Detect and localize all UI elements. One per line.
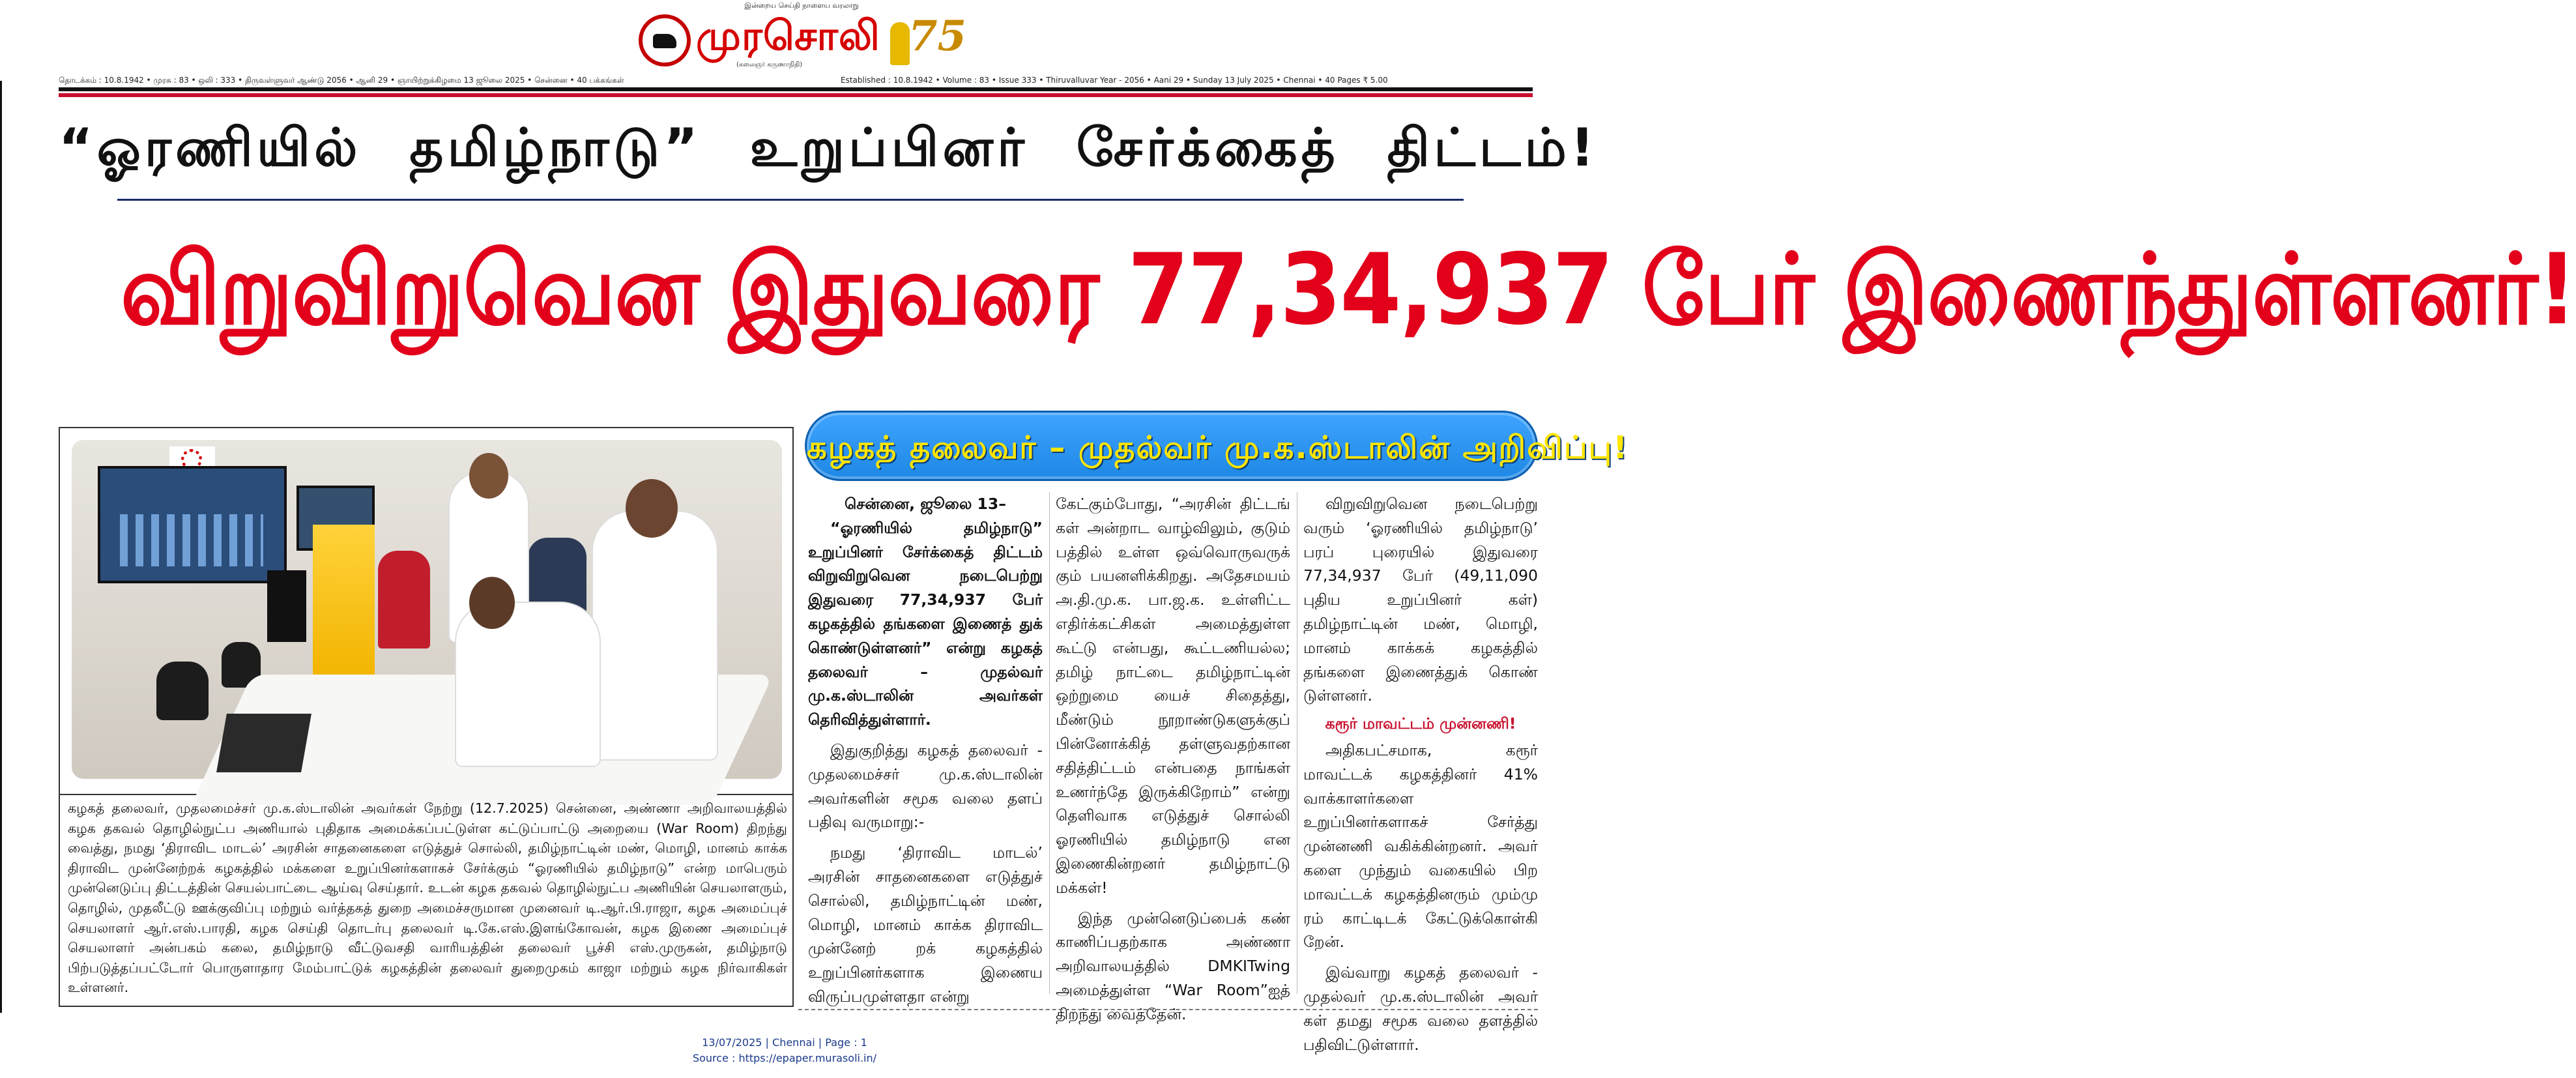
- article-column-1: [808, 492, 1043, 1013]
- emblem-icon: [639, 14, 691, 66]
- subhead-banner: [805, 411, 1629, 481]
- portrait-icon: [890, 22, 910, 65]
- article-paragraph: அதிகபட்சமாக, கரூர் மாவட்டக் கழகத்தினர் 41% வாக்காளர்களை உறுப்பினர்களாகச் சேர்த்து முன்னணி வகிக்கின்றனர். அவர் களை முந்தும் வகையில் பிற மாவட்டக் கழகத்தினரும் மும்மு ரம் காட்டிடக் கேட்டுக்கொள்கி றேன்.: [1303, 740, 1538, 952]
- kicker-headline: “ஓரணியில் தமிழ்நாடு” உறுப்பினர் சேர்க்கைத் திட்டம்!: [59, 117, 1599, 178]
- dashboard-screen: [98, 466, 287, 583]
- article-column-3: [1303, 492, 1538, 1054]
- person-head: [469, 453, 508, 499]
- jubilee-number: 75: [908, 12, 967, 61]
- article-lead: “ஓரணியில் தமிழ்நாடு” உறுப்பினர் சேர்க்கைத் திட்டம் விறுவிறுவென நடைபெற்று இதுவரை 77,34,937 பேர் கழகத்தில் தங்களை இணைத் துக் கொண்டுள்ளனர்” என்று கழகத் தலைவர் – முதல்வர் மு.க.ஸ்டாலின் அவர்கள் தெரிவித்துள்ளார்.: [808, 518, 1043, 729]
- article-paragraph: இதுகுறித்து கழகத் தலைவர் - முதலமைச்சர் மு.க.ஸ்டாலின் அவர்களின் சமூக வலை தளப் பதிவு வருமாறு:-: [808, 740, 1043, 832]
- subhead-text: கழகத் தலைவர் – முதல்வர் மு.க.ஸ்டாலின் அறிவிப்பு!: [807, 430, 1629, 466]
- newspaper-logo[interactable]: [639, 9, 967, 74]
- dashed-rule: [798, 1009, 1538, 1010]
- masthead-tagline: இன்றைய செய்தி நாளைய வரலாறு: [744, 1, 859, 10]
- page-footer: [0, 1035, 1569, 1066]
- wall-tv: [267, 570, 306, 642]
- section-subhead: கரூர் மாவட்டம் முன்னணி!: [1325, 714, 1516, 733]
- war-room-photo[interactable]: [72, 440, 782, 779]
- article-column-2: [1056, 492, 1290, 1023]
- dateline: சென்னை, ஜூலை 13–: [844, 495, 1006, 513]
- article-paragraph: விறுவிறுவென நடைபெற்று வரும் ‘ஓரணியில் தமிழ்நாடு’ பரப் புரையில் இதுவரை 77,34,937 பேர் (49,11,090 புதிய உறுப்பினர் கள்) தமிழ்நாட்டின் மண், மொழி, மானம் காக்கக் கழகத்தில் தங்களை இணைத்துக் கொண் டுள்ளனர்.: [1303, 495, 1538, 705]
- photo-caption: கழகத் தலைவர், முதலமைச்சர் மு.க.ஸ்டாலின் அவர்கள் நேற்று (12.7.2025) சென்னை, அண்ணா அறிவாலயத்தில் கழக தகவல் தொழில்நுட்ப அணியால் புதிதாக அமைக்கப்பட்டுள்ள கட்டுப்பாட்டு அறையை (War Room) திறந்து வைத்து, நமது ‘திராவிட மாடல்’ அரசின் சாதனைகளை எடுத்துச் சொல்லி, தமிழ்நாட்டின் மண், மொழி, மானம் காக்க திராவிட முன்னேற்றக் கழகத்தில் மக்களை உறுப்பினர்களாகச் சேர்க்கும் “ஓரணியில் தமிழ்நாடு” என்ற மாபெரும் முன்னெடுப்பு திட்டத்தின் செயல்பாட்டை ஆய்வு செய்தார். உடன் கழக தகவல் தொழில்நுட்ப அணியின் செயலாளரும், தொழில், முதலீட்டு ஊக்குவிப்பு மற்றும் வர்த்தகத் துறை அமைச்சருமான முனைவர் டி.ஆர்.பி.ராஜா, கழக அமைப்புச் செயலாளர் ஆர்.எஸ்.பாரதி, கழக செய்தி தொடர்பு தலைவர் டி.கே.எஸ்.இளங்கோவன், கழக இணை அமைப்புச் செயலாளர் அன்பகம் கலை, தமிழ்நாடு வீட்டுவசதி வாரியத்தின் தலைவர் பூச்சி எஸ்.முருகன், தமிழ்நாடு பிற்படுத்தப்பட்டோர் பொருளாதார மேம்பாட்டுக் கழகத்தின் தலைவர் துறைமுகம் காஜா மற்றும் கழக நிர்வாகிகள் உள்ளனர்.: [68, 800, 787, 996]
- person: [593, 512, 717, 759]
- jubilee-badge: [886, 9, 967, 69]
- article-paragraph: நமது ‘திராவிட மாடல்’ அரசின் சாதனைகளை எடுத்துச் சொல்லி, தமிழ்நாட்டின் மண், மொழி, மானம் காக்க திராவிட முன்னேற் றக் கழகத்தில் உறுப்பினர்களாக இணைய விருப்பமுள்ளதா என்று: [808, 843, 1043, 1006]
- person: [378, 551, 430, 648]
- column-divider: [1049, 492, 1050, 994]
- kicker-rule: [117, 199, 1464, 201]
- screen-bars: [120, 514, 263, 566]
- yellow-banner: [313, 525, 375, 681]
- chair: [156, 662, 209, 720]
- edition-info: 13/07/2025 | Chennai | Page : 1: [702, 1036, 867, 1049]
- article-paragraph: கேட்கும்போது, “அரசின் திட்டங் கள் அன்றாட வாழ்விலும், குடும் பத்தில் உள்ள ஒவ்வொருவருக் கும் பயனளிக்கிறது. அதேசமயம் அ.தி.மு.க. பா.ஜ.க. உள்ளிட்ட எதிர்க்கட்சிகள் அமைத்துள்ள கூட்டு என்பது, கூட்டணியல்ல; தமிழ் நாட்டை தமிழ்நாட்டின் ஒற்றுமை யைச் சிதைத்து, மீண்டும் நூறாண்டுகளுக்குப் பின்னோக்கித் தள்ளுவதற்கான சதித்திட்டம் என்பதை நாங்கள் உணர்ந்தே இருக்கிறோம்” என்று தெளிவாக எடுத்துச் சொல்லி ஓரணியில் தமிழ்நாடு என இணைகின்றனர் தமிழ்நாட்டு மக்கள்!: [1056, 495, 1290, 897]
- person-head: [469, 577, 515, 629]
- masthead-rule-red: [59, 93, 1533, 97]
- masthead: [0, 0, 1569, 81]
- issue-info-tamil: தொடக்கம் : 10.8.1942 • முரசு : 83 • ஒலி : 333 • திருவள்ளுவர் ஆண்டு 2056 • ஆனி 29 • ஞாயிற்றுக்கிழமை 13 ஜூலை 2025 • சென்னை • 40 பக்கங்கள்: [59, 76, 624, 85]
- article-paragraph: இந்த முன்னெடுப்பைக் கண் காணிப்பதற்காக அண்ணா அறிவாலயத்தில் DMKITwing அமைத்துள்ள “War Room”ஐத் திறந்து வைத்தேன்.: [1056, 909, 1290, 1023]
- main-headline: விறுவிறுவென இதுவரை 77,34,937 பேர் இணைந்துள்ளனர்!: [121, 233, 2576, 347]
- issue-info-english: Established : 10.8.1942 • Volume : 83 • Issue 333 • Thiruvalluvar Year - 2056 • Aani 29 • Sunday 13 July 2025 • Chennai • 40 Pages ₹ 5.00: [841, 76, 1388, 85]
- article-paragraph: இவ்வாறு கழகத் தலைவர் - முதல்வர் மு.க.ஸ்டாலின் அவர் கள் தமது சமூக வலை தளத்தில் பதிவிட்டுள்ளார்.: [1303, 963, 1538, 1054]
- source-link[interactable]: Source : https://epaper.murasoli.in/: [692, 1052, 877, 1064]
- page-left-border: [0, 81, 2, 1013]
- person: [456, 603, 600, 766]
- photo-frame: [59, 427, 794, 795]
- person-head: [626, 479, 678, 538]
- logo-subtitle: (கலைஞர் கருணாநிதி): [736, 61, 803, 68]
- logo-title: முரசொலி: [696, 12, 880, 59]
- laptop: [216, 714, 311, 772]
- masthead-rule-black: [59, 87, 1533, 91]
